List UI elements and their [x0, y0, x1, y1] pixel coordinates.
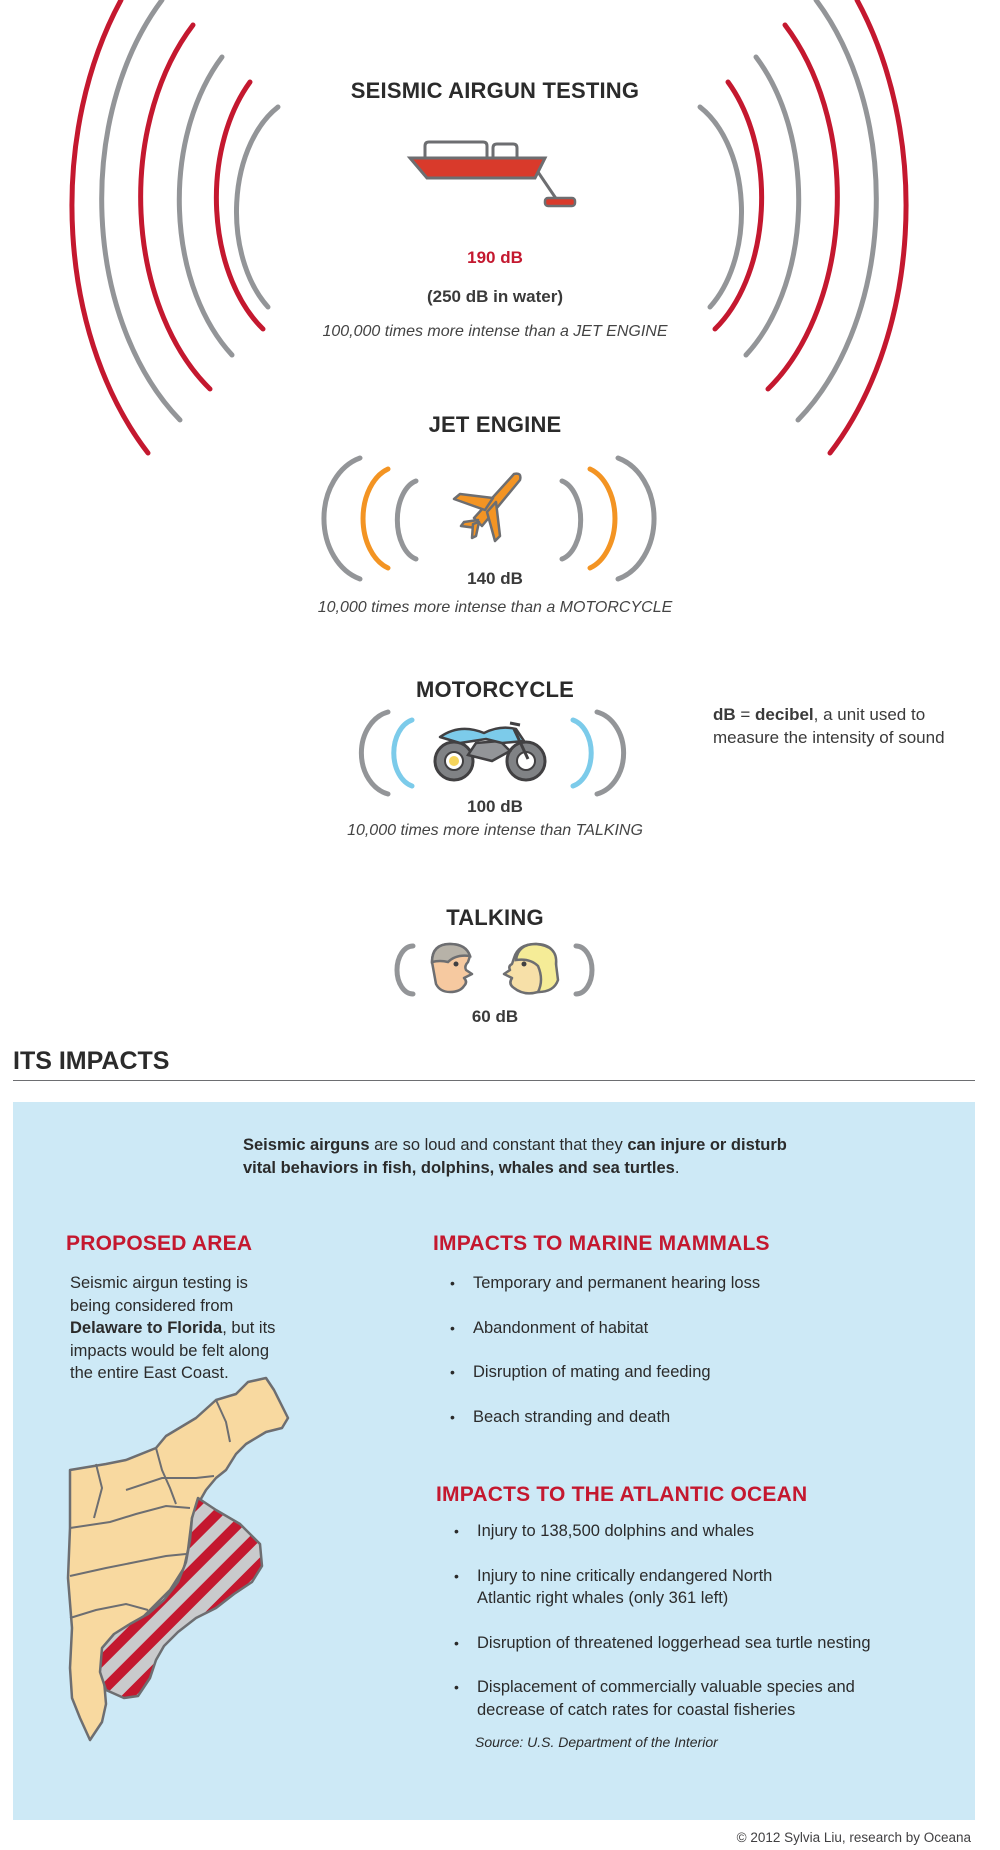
bullet-icon: • [450, 1275, 455, 1291]
list-item [452, 1632, 932, 1655]
list-item-text: Temporary and permanent hearing loss [473, 1274, 761, 1292]
list-item-text: Displacement of commercially valuable species and decrease of catch rates for coastal fisheries [477, 1678, 855, 1719]
intro-period: . [674, 1159, 680, 1177]
airgun-comparison: 100,000 times more intense than a JET ENGINE [322, 323, 668, 340]
airgun-sound-waves-right [500, 0, 1000, 470]
list-item-text: Injury to nine critically endangered North Atlantic right whales (only 361 left) [477, 1566, 773, 1607]
talking-decibels: 60 dB [471, 1007, 519, 1026]
bullet-icon: • [454, 1523, 459, 1539]
intro-bold-effects: can injure or disturb vital behaviors in fish, dolphins, whales and sea turtles [243, 1136, 787, 1177]
proposed-area-bold: Delaware to Florida [70, 1319, 223, 1337]
talking-sound-wave-left [393, 942, 423, 998]
list-item-text: Disruption of mating and feeding [473, 1363, 711, 1381]
intro-text: are so loud and constant that they [369, 1136, 628, 1154]
list-item [452, 1676, 907, 1721]
bullet-icon: • [450, 1364, 455, 1380]
airgun-water-decibels: (250 dB in water) [426, 287, 564, 306]
bullet-icon: • [454, 1679, 459, 1695]
marine-mammals-heading: IMPACTS TO MARINE MAMMALS [433, 1232, 770, 1255]
motorcycle-title: MOTORCYCLE [415, 677, 575, 702]
talking-sound-wave-right [566, 942, 596, 998]
jet-comparison: 10,000 times more intense than a MOTORCYCLE [317, 599, 673, 616]
list-item [448, 1317, 948, 1340]
list-item-text: Injury to 138,500 dolphins and whales [477, 1522, 755, 1540]
motorcycle-comparison: 10,000 times more intense than TALKING [347, 822, 643, 839]
talking-title: TALKING [446, 905, 544, 930]
airgun-title: SEISMIC AIRGUN TESTING [350, 78, 640, 103]
airgun-decibels: 190 dB [467, 248, 523, 267]
list-item-text: Beach stranding and death [473, 1407, 671, 1426]
motorcycle-sound-waves-left [360, 708, 430, 798]
proposed-area-text [70, 1272, 292, 1385]
motorcycle-sound-waves-right [555, 708, 625, 798]
atlantic-heading: IMPACTS TO THE ATLANTIC OCEAN [436, 1483, 808, 1506]
source-note: Source: U.S. Department of the Interior [475, 1734, 718, 1750]
bullet-icon: • [454, 1567, 459, 1584]
definition-equals: = [735, 705, 756, 724]
footer-credit: © 2012 Sylvia Liu, research by Oceana [736, 1830, 971, 1845]
proposed-area-text-1: Seismic airgun testing is being considered from [70, 1274, 248, 1315]
intro-bold-subject: Seismic airguns [243, 1136, 370, 1154]
bullet-icon: • [454, 1634, 459, 1651]
jet-sound-waves-right [548, 455, 648, 585]
jet-decibels: 140 dB [467, 569, 523, 588]
ship-icon [405, 138, 585, 213]
talking-faces-icon [426, 940, 562, 1002]
impacts-divider [13, 1080, 975, 1081]
definition-term: dB [713, 705, 736, 724]
list-item [448, 1272, 948, 1295]
jet-sound-waves-left [330, 455, 430, 585]
definition-text: , a unit used to measure the intensity of sound [713, 705, 945, 747]
bullet-icon: • [450, 1408, 455, 1425]
east-coast-map [66, 1378, 356, 1748]
airgun-sound-waves-left [0, 0, 500, 470]
impacts-intro [243, 1134, 803, 1180]
list-item [448, 1361, 948, 1384]
proposed-area-text-2: , but its impacts would be felt along the entire East Coast. [70, 1319, 276, 1382]
list-item [452, 1565, 797, 1610]
motorcycle-icon [430, 715, 550, 785]
proposed-area-heading: PROPOSED AREA [66, 1232, 253, 1255]
definition-word: decibel [755, 705, 814, 724]
motorcycle-decibels: 100 dB [467, 797, 523, 816]
marine-mammals-list [448, 1272, 948, 1428]
airplane-icon [438, 468, 528, 558]
list-item-text: Abandonment of habitat [473, 1318, 649, 1337]
list-item [448, 1406, 948, 1429]
bullet-icon: • [450, 1319, 455, 1336]
list-item [452, 1520, 932, 1543]
impacts-heading: ITS IMPACTS [13, 1047, 170, 1075]
jet-title: JET ENGINE [428, 412, 562, 437]
decibel-definition [713, 703, 973, 749]
list-item-text: Disruption of threatened loggerhead sea turtle nesting [477, 1633, 871, 1652]
atlantic-list [452, 1520, 932, 1721]
